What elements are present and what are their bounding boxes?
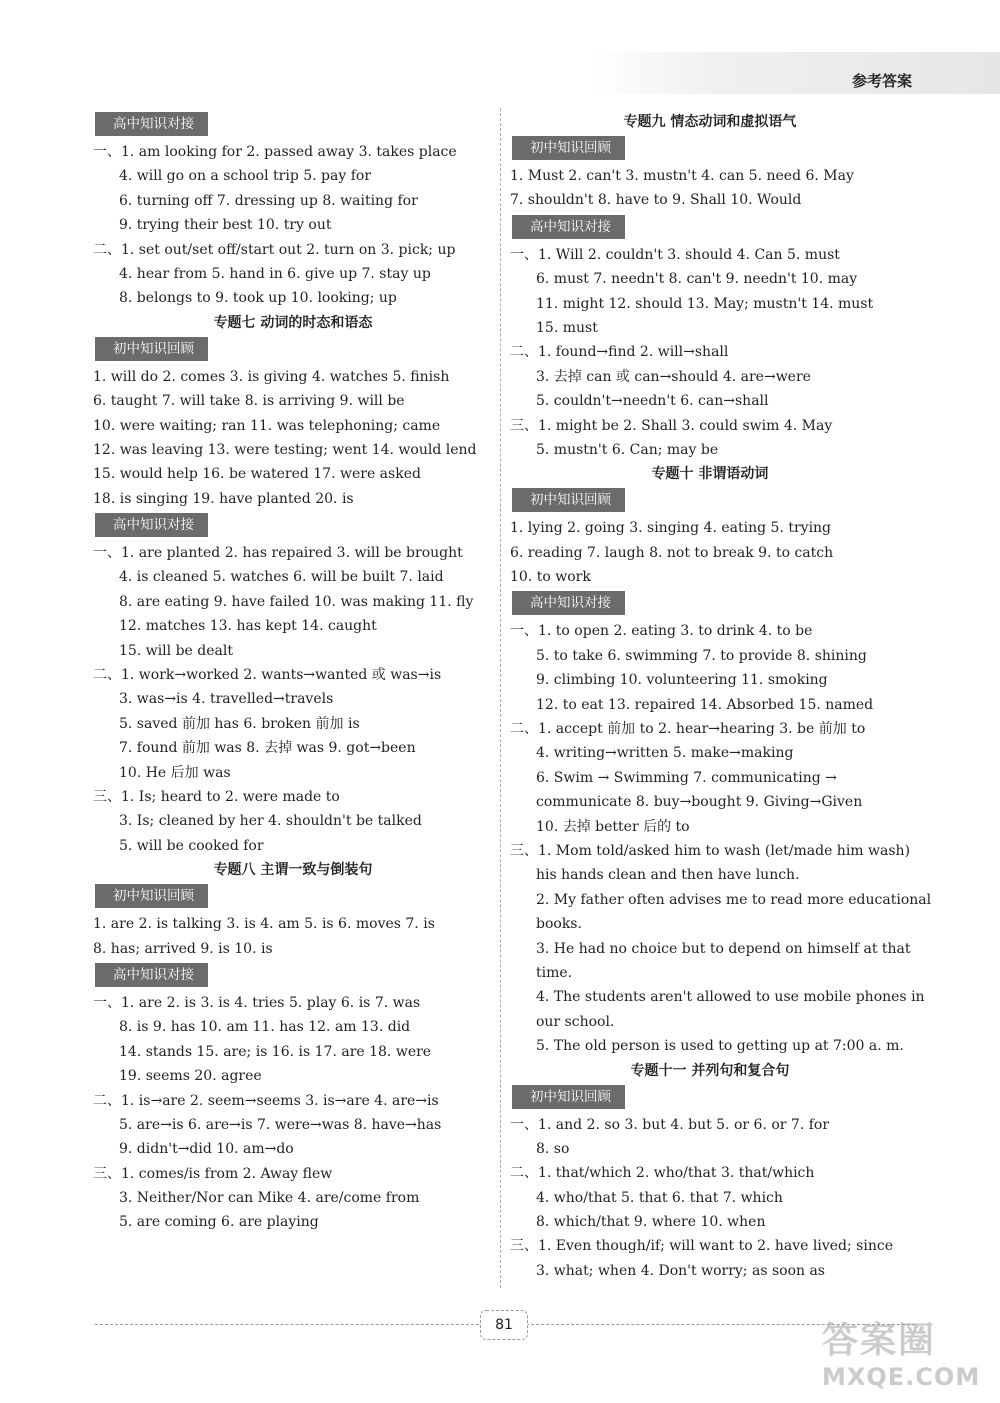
- answer-line: 三、1. Even though/if; will want to 2. have lived; since: [510, 1238, 893, 1255]
- answer-line: 一、1. am looking for 2. passed away 3. takes place: [93, 144, 457, 160]
- section-label: 高中知识对接: [95, 112, 208, 136]
- answer-line: 4. The students aren't allowed to use mobile phones in: [536, 989, 925, 1006]
- answer-line: 5. are→is 6. are→is 7. were→was 8. have→has: [119, 1116, 442, 1133]
- answer-line: 10. He 后加 was: [119, 764, 231, 781]
- answer-line: 2. My father often advises me to read more educational: [536, 891, 932, 908]
- topic-heading: 专题九 情态动词和虚拟语气: [623, 114, 797, 130]
- answer-line: 6. reading 7. laugh 8. not to break 9. to catch: [510, 544, 834, 561]
- answer-line: 5. will be cooked for: [119, 837, 264, 854]
- section-label: 初中知识回顾: [512, 488, 625, 512]
- answer-line: 14. stands 15. are; is 16. is 17. are 18. were: [119, 1043, 432, 1060]
- watermark-cn: 答案圈: [822, 1320, 937, 1361]
- answer-line: 二、1. work→worked 2. wants→wanted 或 was→is: [93, 667, 442, 684]
- section-label: 初中知识回顾: [95, 337, 208, 361]
- answer-line: 8. which/that 9. where 10. when: [536, 1214, 766, 1231]
- answer-line: 二、1. accept 前加 to 2. hear→hearing 3. be 前加 to: [510, 721, 866, 738]
- answer-line: 3. what; when 4. Don't worry; as soon as: [536, 1262, 825, 1279]
- answer-line: 4. who/that 5. that 6. that 7. which: [536, 1189, 783, 1206]
- answer-line: 12. matches 13. has kept 14. caught: [119, 618, 377, 635]
- answer-line: 4. writing→written 5. make→making: [536, 745, 794, 762]
- answer-line: 6. taught 7. will take 8. is arriving 9. will be: [93, 393, 405, 410]
- answer-line: 3. was→is 4. travelled→travels: [119, 691, 334, 708]
- answer-line: 三、1. Mom told/asked him to wash (let/made him wash): [510, 842, 911, 859]
- answer-line: 18. is singing 19. have planted 20. is: [93, 490, 354, 507]
- answer-line: 5. to take 6. swimming 7. to provide 8. shining: [536, 647, 867, 664]
- answer-line: 9. didn't→did 10. am→do: [119, 1141, 294, 1158]
- answer-line: 9. climbing 10. volunteering 11. smoking: [536, 672, 828, 689]
- answer-line: 1. are 2. is talking 3. is 4. am 5. is 6. moves 7. is: [93, 916, 435, 933]
- right-column: [510, 110, 932, 1283]
- section-label: 初中知识回顾: [512, 1085, 625, 1109]
- answer-line: 6. Swim → Swimming 7. communicating →: [536, 769, 837, 786]
- answer-line: 1. will do 2. comes 3. is giving 4. watches 5. finish: [93, 368, 450, 385]
- section-label: 初中知识回顾: [95, 884, 208, 908]
- section-label: 高中知识对接: [95, 963, 208, 987]
- answer-line: 19. seems 20. agree: [119, 1068, 262, 1085]
- answer-line: 二、1. is→are 2. seem→seems 3. is→are 4. are→is: [93, 1092, 439, 1109]
- answer-line: 6. must 7. needn't 8. can't 9. needn't 10. may: [536, 271, 858, 288]
- topic-heading: 专题七 动词的时态和语态: [213, 314, 373, 331]
- answer-line: 7. found 前加 was 8. 去掉 was 9. got→been: [119, 740, 416, 757]
- answer-line: 6. turning off 7. dressing up 8. waiting for: [119, 192, 418, 209]
- left-column: [93, 110, 493, 1235]
- answer-line: 4. hear from 5. hand in 6. give up 7. stay up: [119, 265, 431, 282]
- answer-line: 15. must: [536, 319, 598, 336]
- section-label: 高中知识对接: [512, 215, 625, 239]
- answer-line: 一、1. to open 2. eating 3. to drink 4. to be: [510, 623, 813, 640]
- answer-line: his hands clean and then have lunch.: [536, 867, 800, 884]
- answer-line: 7. shouldn't 8. have to 9. Shall 10. Would: [510, 192, 802, 209]
- answer-line: 8. has; arrived 9. is 10. is: [93, 940, 273, 957]
- answer-line: our school.: [536, 1013, 615, 1030]
- answer-line: 二、1. that/which 2. who/that 3. that/which: [510, 1165, 815, 1182]
- answer-line: 3. Neither/Nor can Mike 4. are/come from: [119, 1190, 420, 1207]
- answer-line: 1. lying 2. going 3. singing 4. eating 5. trying: [510, 520, 832, 537]
- answer-line: 三、1. Is; heard to 2. were made to: [93, 788, 340, 805]
- topic-heading: 专题八 主谓一致与倒装句: [213, 862, 373, 879]
- answer-line: time.: [536, 964, 573, 981]
- answer-line: 9. trying their best 10. try out: [119, 217, 332, 234]
- answer-line: 3. He had no choice but to depend on himself at that: [536, 940, 911, 957]
- answer-line: 5. are coming 6. are playing: [119, 1214, 319, 1231]
- answer-line: 三、1. comes/is from 2. Away flew: [93, 1165, 333, 1182]
- answer-line: 5. couldn't→needn't 6. can→shall: [536, 393, 769, 410]
- column-divider: [500, 108, 501, 1288]
- answer-line: 10. were waiting; ran 11. was telephoning; came: [93, 417, 441, 434]
- watermark-en: MXQE.COM: [822, 1363, 981, 1391]
- answer-line: 一、1. are planted 2. has repaired 3. will be brought: [93, 545, 463, 562]
- answer-line: 5. The old person is used to getting up at 7:00 a. m.: [536, 1038, 904, 1055]
- section-label: 初中知识回顾: [512, 136, 625, 160]
- answer-line: 4. is cleaned 5. watches 6. will be built 7. laid: [119, 569, 444, 586]
- answer-line: 15. would help 16. be watered 17. were asked: [93, 466, 421, 483]
- answer-line: 5. saved 前加 has 6. broken 前加 is: [119, 715, 360, 732]
- answer-line: communicate 8. buy→bought 9. Giving→Given: [536, 794, 863, 811]
- answer-line: 8. belongs to 9. took up 10. looking; up: [119, 290, 397, 307]
- answer-line: 一、1. and 2. so 3. but 4. but 5. or 6. or 7. for: [510, 1116, 830, 1133]
- answer-line: 12. was leaving 13. were testing; went 14. would lend: [93, 441, 477, 458]
- answer-line: 11. might 12. should 13. May; mustn't 14. must: [536, 295, 874, 312]
- answer-line: 1. Must 2. can't 3. mustn't 4. can 5. need 6. May: [510, 168, 854, 184]
- answer-line: books.: [536, 916, 582, 933]
- answer-line: 二、1. found→find 2. will→shall: [510, 344, 729, 361]
- answer-line: 三、1. might be 2. Shall 3. could swim 4. May: [510, 417, 833, 434]
- header-band: [590, 52, 1000, 94]
- answer-line: 10. 去掉 better 后的 to: [536, 818, 690, 835]
- section-label: 高中知识对接: [512, 591, 625, 615]
- answer-line: 8. are eating 9. have failed 10. was making 11. fly: [119, 593, 474, 610]
- answer-line: 15. will be dealt: [119, 642, 233, 659]
- answer-line: 5. mustn't 6. Can; may be: [536, 441, 719, 458]
- answer-line: 12. to eat 13. repaired 14. Absorbed 15. named: [536, 696, 874, 713]
- answer-line: 二、1. set out/set off/start out 2. turn on 3. pick; up: [93, 241, 456, 258]
- header-title: 参考答案: [852, 72, 913, 90]
- topic-heading: 专题十 非谓语动词: [651, 466, 769, 483]
- answer-line: 10. to work: [510, 569, 591, 586]
- answer-line: 8. is 9. has 10. am 11. has 12. am 13. did: [119, 1019, 411, 1036]
- page-number: 81: [480, 1310, 528, 1340]
- answer-line: 一、1. Will 2. couldn't 3. should 4. Can 5. must: [510, 246, 840, 263]
- answer-line: 3. Is; cleaned by her 4. shouldn't be talked: [119, 813, 422, 830]
- watermark-logo: [822, 1312, 992, 1394]
- answer-line: 3. 去掉 can 或 can→should 4. are→were: [536, 368, 811, 385]
- answer-line: 8. so: [536, 1140, 570, 1157]
- topic-heading: 专题十一 并列句和复合句: [630, 1062, 790, 1079]
- answer-line: 4. will go on a school trip 5. pay for: [119, 168, 372, 185]
- answer-line: 一、1. are 2. is 3. is 4. tries 5. play 6. is 7. was: [93, 994, 421, 1011]
- section-label: 高中知识对接: [95, 513, 208, 537]
